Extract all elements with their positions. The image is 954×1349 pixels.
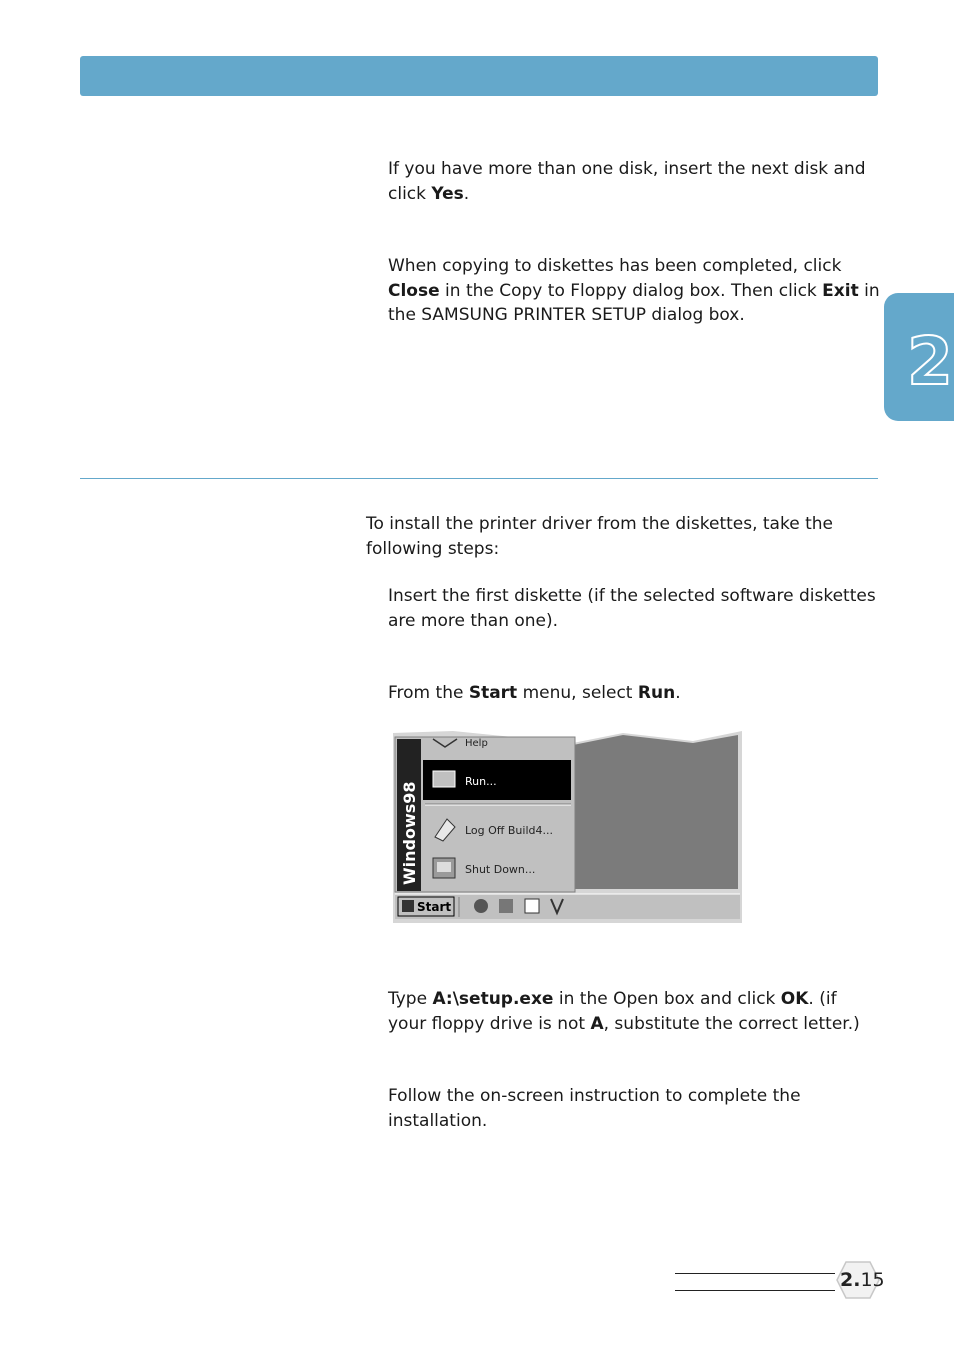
start-button[interactable] xyxy=(398,897,454,916)
text-line: . xyxy=(463,183,470,204)
menu-item-run-label: Run... xyxy=(465,775,497,788)
chapter-number: 2 xyxy=(907,323,953,400)
bold-term: OK xyxy=(780,989,809,1009)
start-button-label: Start xyxy=(417,900,452,914)
text-line: , substitute the correct letter.) xyxy=(603,1013,860,1034)
show-desktop-icon[interactable] xyxy=(525,899,539,913)
text-line: your floppy drive is not xyxy=(388,1013,591,1034)
menu-item-run[interactable] xyxy=(423,760,571,800)
bold-term: Start xyxy=(468,683,518,703)
paragraph-next-disk xyxy=(388,157,866,206)
text-line: From the xyxy=(388,683,469,703)
page-number-page: 15 xyxy=(860,1269,885,1291)
text-line: click xyxy=(388,183,432,204)
text-line: the SAMSUNG PRINTER SETUP dialog box. xyxy=(388,305,745,325)
text-line: are more than one). xyxy=(388,610,559,631)
page-number-chapter: 2. xyxy=(840,1269,861,1291)
step-select-run xyxy=(388,681,681,706)
text-line: installation. xyxy=(388,1110,488,1131)
folio-rule-bottom xyxy=(675,1290,835,1291)
step-type-setup xyxy=(388,987,860,1036)
text-line: When copying to diskettes has been completed, click xyxy=(388,256,842,276)
bold-term: Close xyxy=(388,280,440,301)
windows-logo-icon xyxy=(402,900,414,912)
menu-item-shut-down-label: Shut Down... xyxy=(465,863,536,876)
text-line: following steps: xyxy=(366,538,500,559)
bold-term: Exit xyxy=(822,280,859,301)
text-line: in the Open box and click xyxy=(553,989,781,1009)
bold-term: Run xyxy=(637,683,676,703)
text-line: menu, select xyxy=(517,683,638,703)
folio-rule-top xyxy=(675,1273,835,1274)
paragraph-intro xyxy=(366,512,833,561)
start-menu-screenshot xyxy=(393,729,742,923)
step-insert-diskette xyxy=(388,584,876,633)
text-line: Type xyxy=(388,989,433,1009)
text-line: Follow the on-screen instruction to complete the xyxy=(388,1086,801,1106)
bold-term: Yes xyxy=(431,183,464,204)
desktop-area xyxy=(573,735,738,889)
brand-text: Windows98 xyxy=(400,781,419,885)
text-line: Insert the first diskette (if the selected software diskettes xyxy=(388,586,876,606)
outlook-express-icon[interactable] xyxy=(499,899,513,913)
text-line: . (if xyxy=(808,989,837,1009)
run-icon xyxy=(433,771,455,787)
step-follow-instructions xyxy=(388,1084,801,1133)
header-bar xyxy=(80,56,878,96)
text-line: To install the printer driver from the diskettes, take the xyxy=(366,514,833,534)
bold-term: A:\setup.exe xyxy=(432,989,554,1009)
paragraph-copy-complete xyxy=(388,254,880,328)
text-line: If you have more than one disk, insert the next disk and xyxy=(388,159,866,179)
menu-item-help-label: Help xyxy=(465,738,488,749)
page-number xyxy=(840,1268,885,1292)
text-line: in xyxy=(858,280,880,301)
section-divider xyxy=(80,478,878,479)
internet-explorer-icon[interactable] xyxy=(474,899,488,913)
bold-term: A xyxy=(590,1013,604,1034)
text-line: in the Copy to Floppy dialog box. Then click xyxy=(439,280,823,301)
menu-item-log-off-label: Log Off Build4... xyxy=(465,824,553,837)
text-line: . xyxy=(675,683,681,703)
